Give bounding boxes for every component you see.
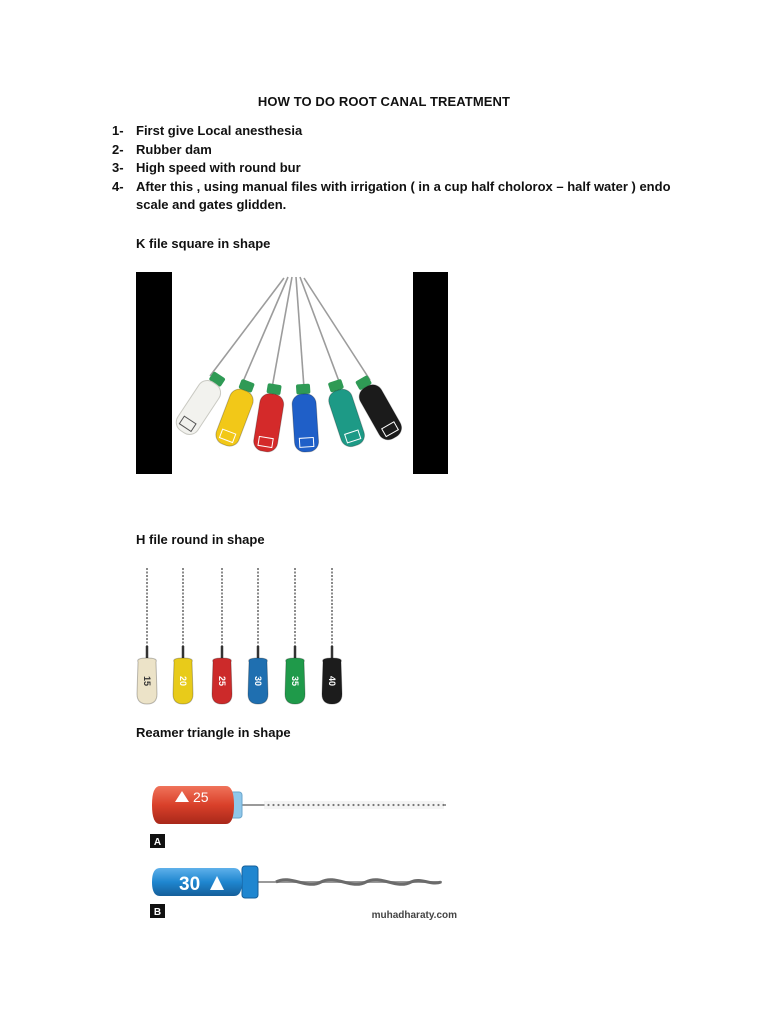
reamer-heading: Reamer triangle in shape [136, 725, 291, 740]
hfile-size-label: 20 [178, 675, 188, 687]
hfile-size-label: 15 [142, 675, 152, 687]
step-text: Rubber dam [136, 141, 212, 157]
hfile-size-label: 35 [290, 675, 300, 687]
hfile-instruments [137, 568, 342, 704]
step-text: High speed with round bur [136, 160, 301, 175]
steps-list [112, 122, 682, 215]
step-item [112, 178, 682, 215]
step-item [112, 122, 682, 141]
hfile-instrument [248, 568, 268, 704]
kfile-heading: K file square in shape [136, 236, 271, 251]
step-number: 4- [112, 178, 124, 194]
label-a: A [153, 837, 162, 848]
label-b: B [153, 907, 162, 918]
step-number: 2- [112, 141, 124, 157]
reamer-a-size: 25 [193, 789, 209, 805]
reamer-image [146, 778, 466, 926]
reamer-b-stop [242, 866, 258, 898]
reamer-a [150, 786, 446, 848]
kfile-image [136, 272, 448, 474]
watermark: muhadharaty.com [371, 910, 457, 921]
kfile-stop-band [296, 384, 311, 395]
hfile-instrument [173, 568, 193, 704]
hfile-heading: H file round in shape [136, 532, 265, 547]
hfile-image [128, 566, 354, 706]
hfile-instrument [137, 568, 157, 704]
step-item [112, 159, 682, 178]
hfile-size-label: 25 [217, 675, 227, 687]
hfile-instrument [322, 568, 342, 704]
kfile-handle [292, 393, 320, 452]
step-text: First give Local anesthesia [136, 123, 303, 138]
hfile-size-label: 40 [327, 675, 337, 687]
step-number: 1- [112, 123, 124, 138]
step-item [112, 141, 682, 160]
reamer-b-size: 30 [179, 874, 201, 895]
kfile-left-bar [136, 272, 172, 474]
hfile-instrument [285, 568, 305, 704]
step-text: After this , using manual files with irrigation ( in a cup half cholorox – half water ) endo scale and gates glidden. [136, 178, 671, 212]
page-title: HOW TO DO ROOT CANAL TREATMENT [257, 94, 511, 109]
hfile-size-label: 30 [253, 675, 263, 687]
kfile-right-bar [413, 272, 448, 474]
hfile-instrument [212, 568, 232, 704]
reamer-a-flutes [264, 801, 444, 809]
step-number: 3- [112, 160, 124, 175]
